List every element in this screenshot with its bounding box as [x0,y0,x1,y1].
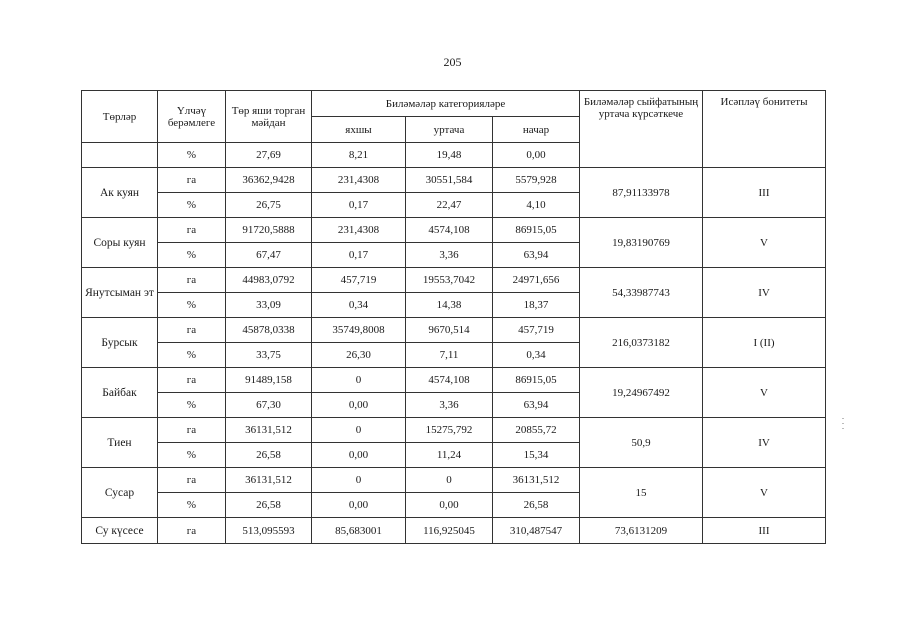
medium-cell: 7,11 [406,343,493,368]
scan-mark [842,418,844,438]
unit-cell: га [158,318,226,343]
good-cell: 0 [312,418,406,443]
area-cell: 36131,512 [226,468,312,493]
good-cell: 231,4308 [312,218,406,243]
good-cell: 35749,8008 [312,318,406,343]
header-bad: начар [493,117,580,143]
quality-cell: 73,6131209 [580,518,703,544]
good-cell: 0,17 [312,243,406,268]
good-cell: 0 [312,368,406,393]
unit-cell: га [158,168,226,193]
medium-cell: 0,00 [406,493,493,518]
bad-cell: 457,719 [493,318,580,343]
header-bonitet: Исәпләү бонитеты [703,91,826,168]
header-area: Төр яши торган мәйдан [226,91,312,143]
table-row [82,518,826,544]
bad-cell: 26,58 [493,493,580,518]
summary-good: 8,21 [312,143,406,168]
medium-cell: 116,925045 [406,518,493,544]
good-cell: 231,4308 [312,168,406,193]
medium-cell: 4574,108 [406,368,493,393]
bad-cell: 86915,05 [493,218,580,243]
species-name: Тиен [82,418,158,468]
bonitet-cell: V [703,468,826,518]
header-quality: Биләмәләр сыйфатының уртача күрсәткече [580,91,703,168]
good-cell: 0,00 [312,393,406,418]
species-name: Соры куян [82,218,158,268]
bad-cell: 4,10 [493,193,580,218]
good-cell: 0,00 [312,493,406,518]
unit-cell: % [158,393,226,418]
bonitet-cell: I (II) [703,318,826,368]
bad-cell: 36131,512 [493,468,580,493]
bonitet-cell: III [703,518,826,544]
medium-cell: 14,38 [406,293,493,318]
table-row [82,318,826,343]
area-cell: 67,30 [226,393,312,418]
unit-cell: % [158,293,226,318]
good-cell: 0 [312,468,406,493]
good-cell: 85,683001 [312,518,406,544]
bad-cell: 5579,928 [493,168,580,193]
page-number: 205 [443,55,462,69]
quality-cell: 19,83190769 [580,218,703,268]
area-cell: 67,47 [226,243,312,268]
medium-cell: 0 [406,468,493,493]
area-cell: 36362,9428 [226,168,312,193]
species-name: Ак куян [82,168,158,218]
species-name: Байбак [82,368,158,418]
unit-cell: га [158,418,226,443]
unit-cell: % [158,193,226,218]
area-cell: 33,75 [226,343,312,368]
quality-cell: 54,33987743 [580,268,703,318]
unit-cell: % [158,243,226,268]
bad-cell: 63,94 [493,243,580,268]
quality-cell: 216,0373182 [580,318,703,368]
unit-cell: % [158,343,226,368]
header-unit: Үлчәү берәмлеге [158,91,226,143]
table-row [82,268,826,293]
bad-cell: 24971,656 [493,268,580,293]
species-name: Янутсыман эт [82,268,158,318]
area-cell: 45878,0338 [226,318,312,343]
good-cell: 0,00 [312,443,406,468]
quality-cell: 87,91133978 [580,168,703,218]
bonitet-cell: III [703,168,826,218]
table-row [82,218,826,243]
unit-cell: % [158,493,226,518]
summary-empty-cell [82,143,158,168]
header-medium: уртача [406,117,493,143]
bad-cell: 18,37 [493,293,580,318]
table-row [82,418,826,443]
habitat-table [81,90,826,544]
bad-cell: 0,34 [493,343,580,368]
area-cell: 91489,158 [226,368,312,393]
quality-cell: 15 [580,468,703,518]
unit-cell: га [158,368,226,393]
medium-cell: 30551,584 [406,168,493,193]
medium-cell: 19553,7042 [406,268,493,293]
bonitet-cell: IV [703,268,826,318]
unit-cell: га [158,268,226,293]
medium-cell: 15275,792 [406,418,493,443]
area-cell: 91720,5888 [226,218,312,243]
bad-cell: 310,487547 [493,518,580,544]
bad-cell: 20855,72 [493,418,580,443]
medium-cell: 22,47 [406,193,493,218]
area-cell: 33,09 [226,293,312,318]
summary-medium: 19,48 [406,143,493,168]
unit-cell: га [158,518,226,544]
bonitet-cell: IV [703,418,826,468]
area-cell: 513,095593 [226,518,312,544]
table-row [82,168,826,193]
summary-area: 27,69 [226,143,312,168]
medium-cell: 9670,514 [406,318,493,343]
unit-cell: % [158,443,226,468]
bad-cell: 15,34 [493,443,580,468]
header-good: яхшы [312,117,406,143]
unit-cell: га [158,218,226,243]
medium-cell: 11,24 [406,443,493,468]
header-species: Төрләр [82,91,158,143]
species-body [82,168,826,544]
area-cell: 26,75 [226,193,312,218]
area-cell: 26,58 [226,493,312,518]
header-row-1 [82,91,826,117]
summary-bad: 0,00 [493,143,580,168]
medium-cell: 4574,108 [406,218,493,243]
bonitet-cell: V [703,218,826,268]
medium-cell: 3,36 [406,393,493,418]
good-cell: 457,719 [312,268,406,293]
unit-cell: га [158,468,226,493]
area-cell: 36131,512 [226,418,312,443]
quality-cell: 50,9 [580,418,703,468]
bad-cell: 86915,05 [493,368,580,393]
quality-cell: 19,24967492 [580,368,703,418]
species-name: Сусар [82,468,158,518]
species-name: Су күсесе [82,518,158,544]
medium-cell: 3,36 [406,243,493,268]
bonitet-cell: V [703,368,826,418]
species-name: Бурсык [82,318,158,368]
good-cell: 26,30 [312,343,406,368]
bad-cell: 63,94 [493,393,580,418]
good-cell: 0,17 [312,193,406,218]
area-cell: 44983,0792 [226,268,312,293]
good-cell: 0,34 [312,293,406,318]
table-row [82,468,826,493]
summary-unit: % [158,143,226,168]
header-categories: Биләмәләр категорияләре [312,91,580,117]
table-row [82,368,826,393]
area-cell: 26,58 [226,443,312,468]
